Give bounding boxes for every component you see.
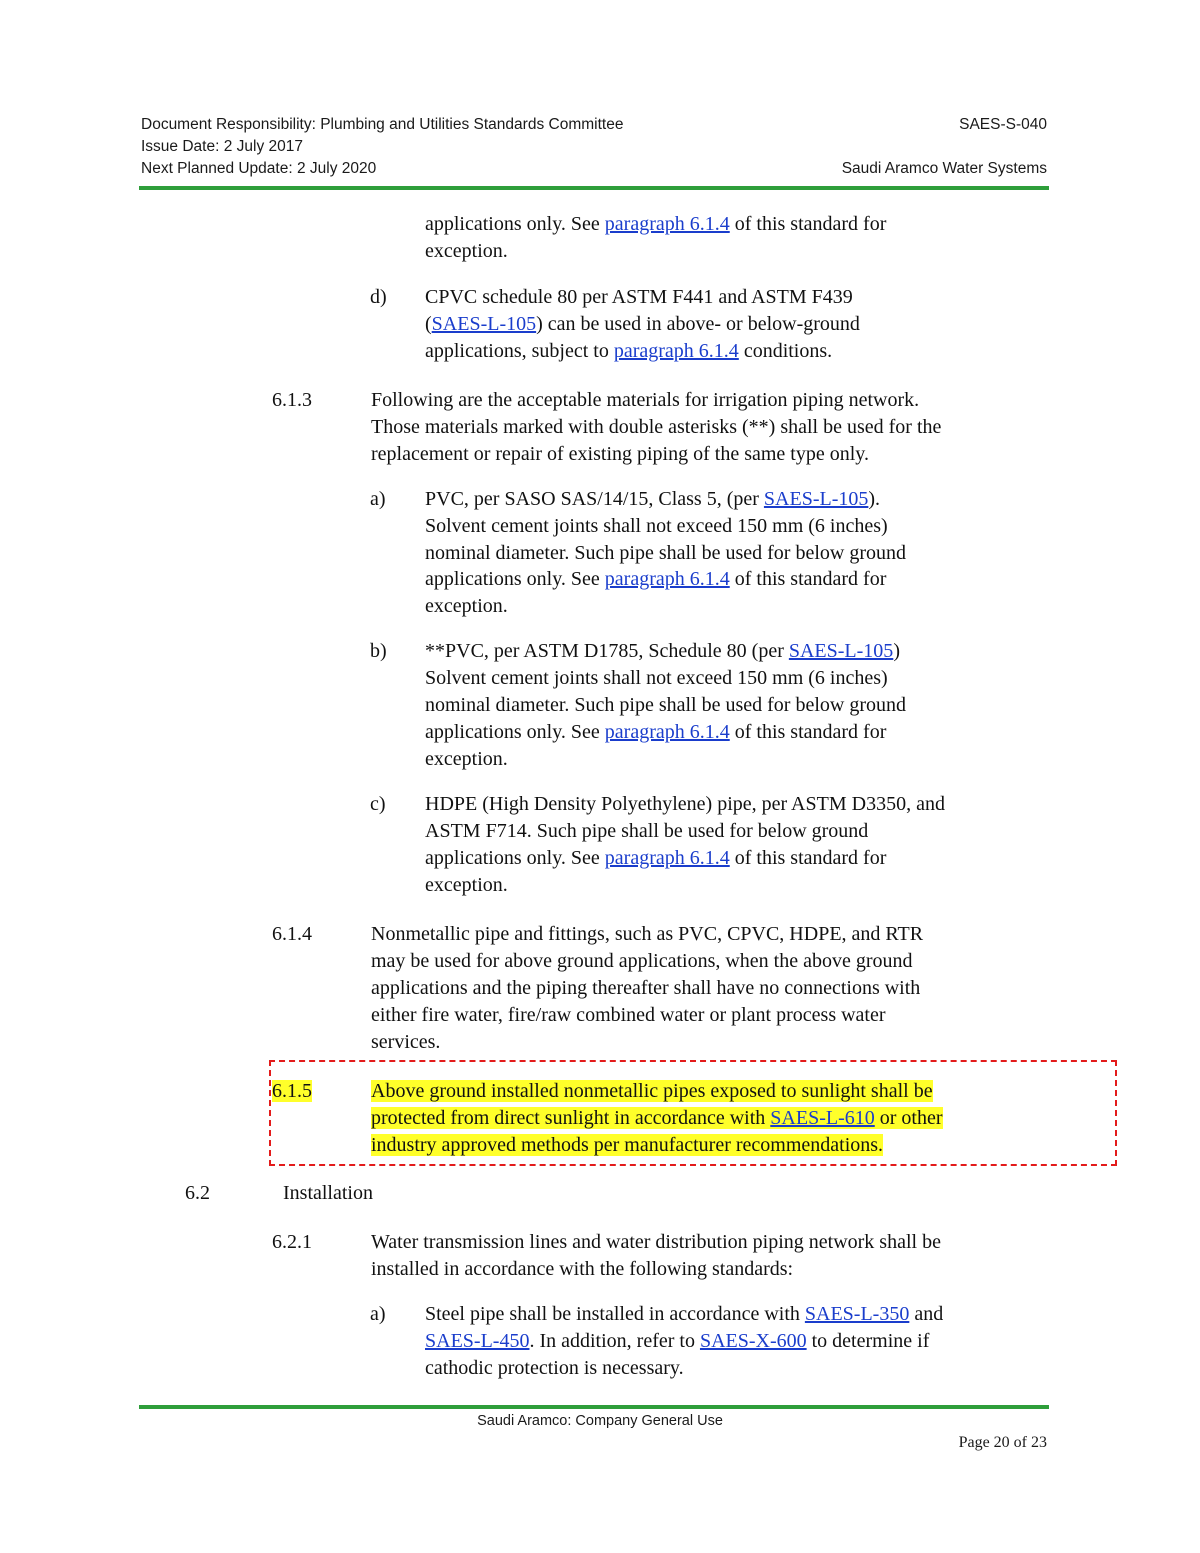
saes-l-105-link[interactable]: SAES-L-105 xyxy=(431,313,537,335)
item-613b-label: b) xyxy=(370,640,387,662)
section-62-title: Installation xyxy=(283,1182,373,1204)
paragraph-614-link[interactable]: paragraph 6.1.4 xyxy=(613,340,739,362)
issue-date: Issue Date: 2 July 2017 xyxy=(141,138,303,155)
paragraph-614-link[interactable]: paragraph 6.1.4 xyxy=(604,568,730,590)
cont-line-1: applications only. See paragraph 6.1.4 of this standard for xyxy=(425,213,887,235)
section-615-line-3: industry approved methods per manufacturer recommendations. xyxy=(371,1134,884,1156)
section-615-line-2: protected from direct sunlight in accordance with SAES-L-610 or other xyxy=(371,1107,943,1129)
document-responsibility: Document Responsibility: Plumbing and Utilities Standards Committee xyxy=(141,116,624,133)
paragraph-614-link[interactable]: paragraph 6.1.4 xyxy=(604,847,730,869)
section-615-line-1: Above ground installed nonmetallic pipes exposed to sunlight shall be xyxy=(371,1080,933,1102)
item-613a-line-5: exception. xyxy=(425,595,508,617)
section-621-line-2: installed in accordance with the following standards: xyxy=(371,1258,794,1280)
section-613-line-1: Following are the acceptable materials for irrigation piping network. xyxy=(371,389,920,411)
document-title: Saudi Aramco Water Systems xyxy=(841,160,1047,177)
section-613-line-2: Those materials marked with double asterisks (**) shall be used for the xyxy=(371,416,942,438)
item-613c-label: c) xyxy=(370,793,386,815)
item-613c-line-2: ASTM F714. Such pipe shall be used for below ground xyxy=(425,820,869,842)
item-613b-line-5: exception. xyxy=(425,748,508,770)
item-d-label: d) xyxy=(370,286,387,308)
paragraph-614-link[interactable]: paragraph 6.1.4 xyxy=(604,721,730,743)
section-614-line-4: either fire water, fire/raw combined water or plant process water xyxy=(371,1004,886,1026)
section-615-number: 6.1.5 xyxy=(272,1080,312,1102)
item-613b-line-3: nominal diameter. Such pipe shall be used for below ground xyxy=(425,694,907,716)
item-621a-line-1: Steel pipe shall be installed in accordance with SAES-L-350 and xyxy=(425,1303,944,1325)
document-number: SAES-S-040 xyxy=(959,116,1047,133)
item-613a-line-4: applications only. See paragraph 6.1.4 of this standard for xyxy=(425,568,887,590)
header-rule xyxy=(139,186,1049,190)
saes-l-610-link[interactable]: SAES-L-610 xyxy=(770,1107,875,1129)
item-613a-line-2: Solvent cement joints shall not exceed 150 mm (6 inches) xyxy=(425,515,888,537)
saes-l-105-link[interactable]: SAES-L-105 xyxy=(788,640,894,662)
item-621a-label: a) xyxy=(370,1303,386,1325)
section-614-line-2: may be used for above ground applications, when the above ground xyxy=(371,950,913,972)
item-613b-line-2: Solvent cement joints shall not exceed 150 mm (6 inches) xyxy=(425,667,888,689)
page-header xyxy=(141,114,1047,180)
footer-rule xyxy=(139,1405,1049,1409)
paragraph-614-link[interactable]: paragraph 6.1.4 xyxy=(604,213,730,235)
section-62-number: 6.2 xyxy=(185,1182,210,1204)
item-613c-line-1: HDPE (High Density Polyethylene) pipe, per ASTM D3350, and xyxy=(425,793,945,815)
section-613-line-3: replacement or repair of existing piping of the same type only. xyxy=(371,443,869,465)
section-613-number: 6.1.3 xyxy=(272,389,312,411)
classification-label: Saudi Aramco: Company General Use xyxy=(477,1413,723,1429)
page-number: Page 20 of 23 xyxy=(958,1434,1047,1451)
item-d-line-1: CPVC schedule 80 per ASTM F441 and ASTM F439 xyxy=(425,286,853,308)
saes-l-105-link[interactable]: SAES-L-105 xyxy=(763,488,869,510)
saes-l-350-link[interactable]: SAES-L-350 xyxy=(804,1303,910,1325)
section-614-number: 6.1.4 xyxy=(272,923,312,945)
cont-line-2: exception. xyxy=(425,240,508,262)
section-614-line-3: applications and the piping thereafter shall have no connections with xyxy=(371,977,921,999)
saes-x-600-link[interactable]: SAES-X-600 xyxy=(699,1330,807,1352)
item-613a-line-1: PVC, per SASO SAS/14/15, Class 5, (per SAES-L-105). xyxy=(425,488,881,510)
item-613b-line-1: **PVC, per ASTM D1785, Schedule 80 (per SAES-L-105) xyxy=(425,640,900,662)
item-621a-line-3: cathodic protection is necessary. xyxy=(425,1357,684,1379)
item-613c-line-4: exception. xyxy=(425,874,508,896)
section-614-line-5: services. xyxy=(371,1031,441,1053)
item-613c-line-3: applications only. See paragraph 6.1.4 of this standard for xyxy=(425,847,887,869)
item-613b-line-4: applications only. See paragraph 6.1.4 of this standard for xyxy=(425,721,887,743)
saes-l-450-link[interactable]: SAES-L-450 xyxy=(425,1330,530,1352)
item-613a-label: a) xyxy=(370,488,386,510)
section-614-line-1: Nonmetallic pipe and fittings, such as PVC, CPVC, HDPE, and RTR xyxy=(371,923,924,945)
next-planned-update: Next Planned Update: 2 July 2020 xyxy=(141,160,377,177)
item-621a-line-2: SAES-L-450. In addition, refer to SAES-X-600 to determine if xyxy=(425,1330,930,1352)
section-621-number: 6.2.1 xyxy=(272,1231,312,1253)
item-d-line-3: applications, subject to paragraph 6.1.4 conditions. xyxy=(425,340,833,362)
item-d-line-2: (SAES-L-105) can be used in above- or below-ground xyxy=(425,313,860,335)
section-621-line-1: Water transmission lines and water distribution piping network shall be xyxy=(371,1231,941,1253)
item-613a-line-3: nominal diameter. Such pipe shall be used for below ground xyxy=(425,542,907,564)
